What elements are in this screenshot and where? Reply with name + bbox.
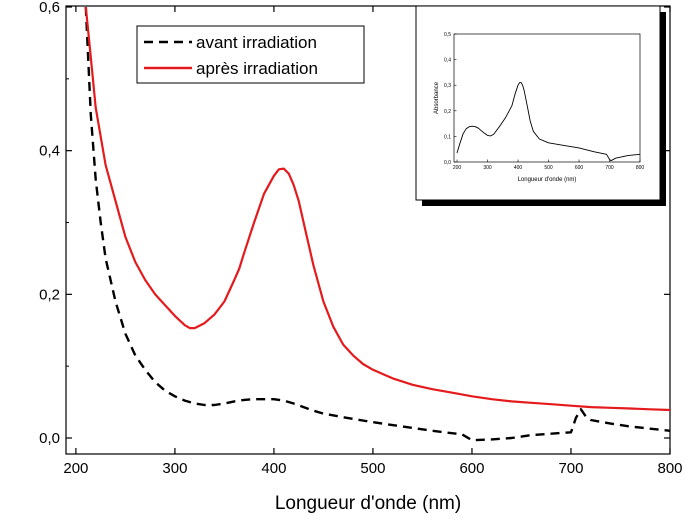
inset-x-axis-title: Longueur d'onde (nm) — [517, 177, 577, 183]
inset-x-tick-label: 400 — [513, 165, 523, 171]
inset-x-tick-label: 500 — [544, 165, 553, 171]
inset-x-tick-label: 800 — [635, 165, 645, 171]
legend — [137, 26, 364, 83]
y-tick-label: 0,4 — [39, 142, 60, 160]
legend-label: avant irradiation — [196, 33, 317, 52]
x-axis-title: Longueur d'onde (nm) — [274, 493, 462, 514]
inset-x-tick-label: 600 — [574, 165, 584, 171]
y-tick-label: 0,0 — [39, 430, 60, 447]
inset-y-tick-label: 0,3 — [444, 83, 451, 90]
y-tick-label: 0,2 — [39, 286, 60, 304]
x-tick-label: 500 — [360, 460, 386, 477]
inset-y-axis-title: Absorbance — [434, 81, 440, 115]
inset-y-tick-label: 0,2 — [444, 108, 451, 115]
y-tick-label: 0,6 — [39, 0, 60, 16]
x-tick-label: 700 — [558, 460, 584, 477]
x-tick-label: 400 — [261, 460, 287, 477]
x-tick-label: 600 — [459, 460, 485, 477]
inset-x-tick-label: 200 — [452, 165, 462, 171]
x-tick-label: 300 — [162, 460, 188, 477]
inset-y-tick-label: 0,0 — [444, 160, 451, 166]
inset-chart — [416, 6, 666, 206]
x-tick-label: 800 — [657, 460, 683, 477]
legend-label: après irradiation — [196, 59, 318, 78]
inset-x-tick-label: 700 — [605, 165, 614, 171]
inset-y-tick-label: 0,1 — [444, 134, 451, 141]
inset-y-tick-label: 0,4 — [444, 57, 451, 64]
inset-y-tick-label: 0,5 — [444, 32, 451, 38]
inset-x-tick-label: 300 — [483, 165, 492, 171]
x-tick-label: 200 — [63, 460, 89, 477]
